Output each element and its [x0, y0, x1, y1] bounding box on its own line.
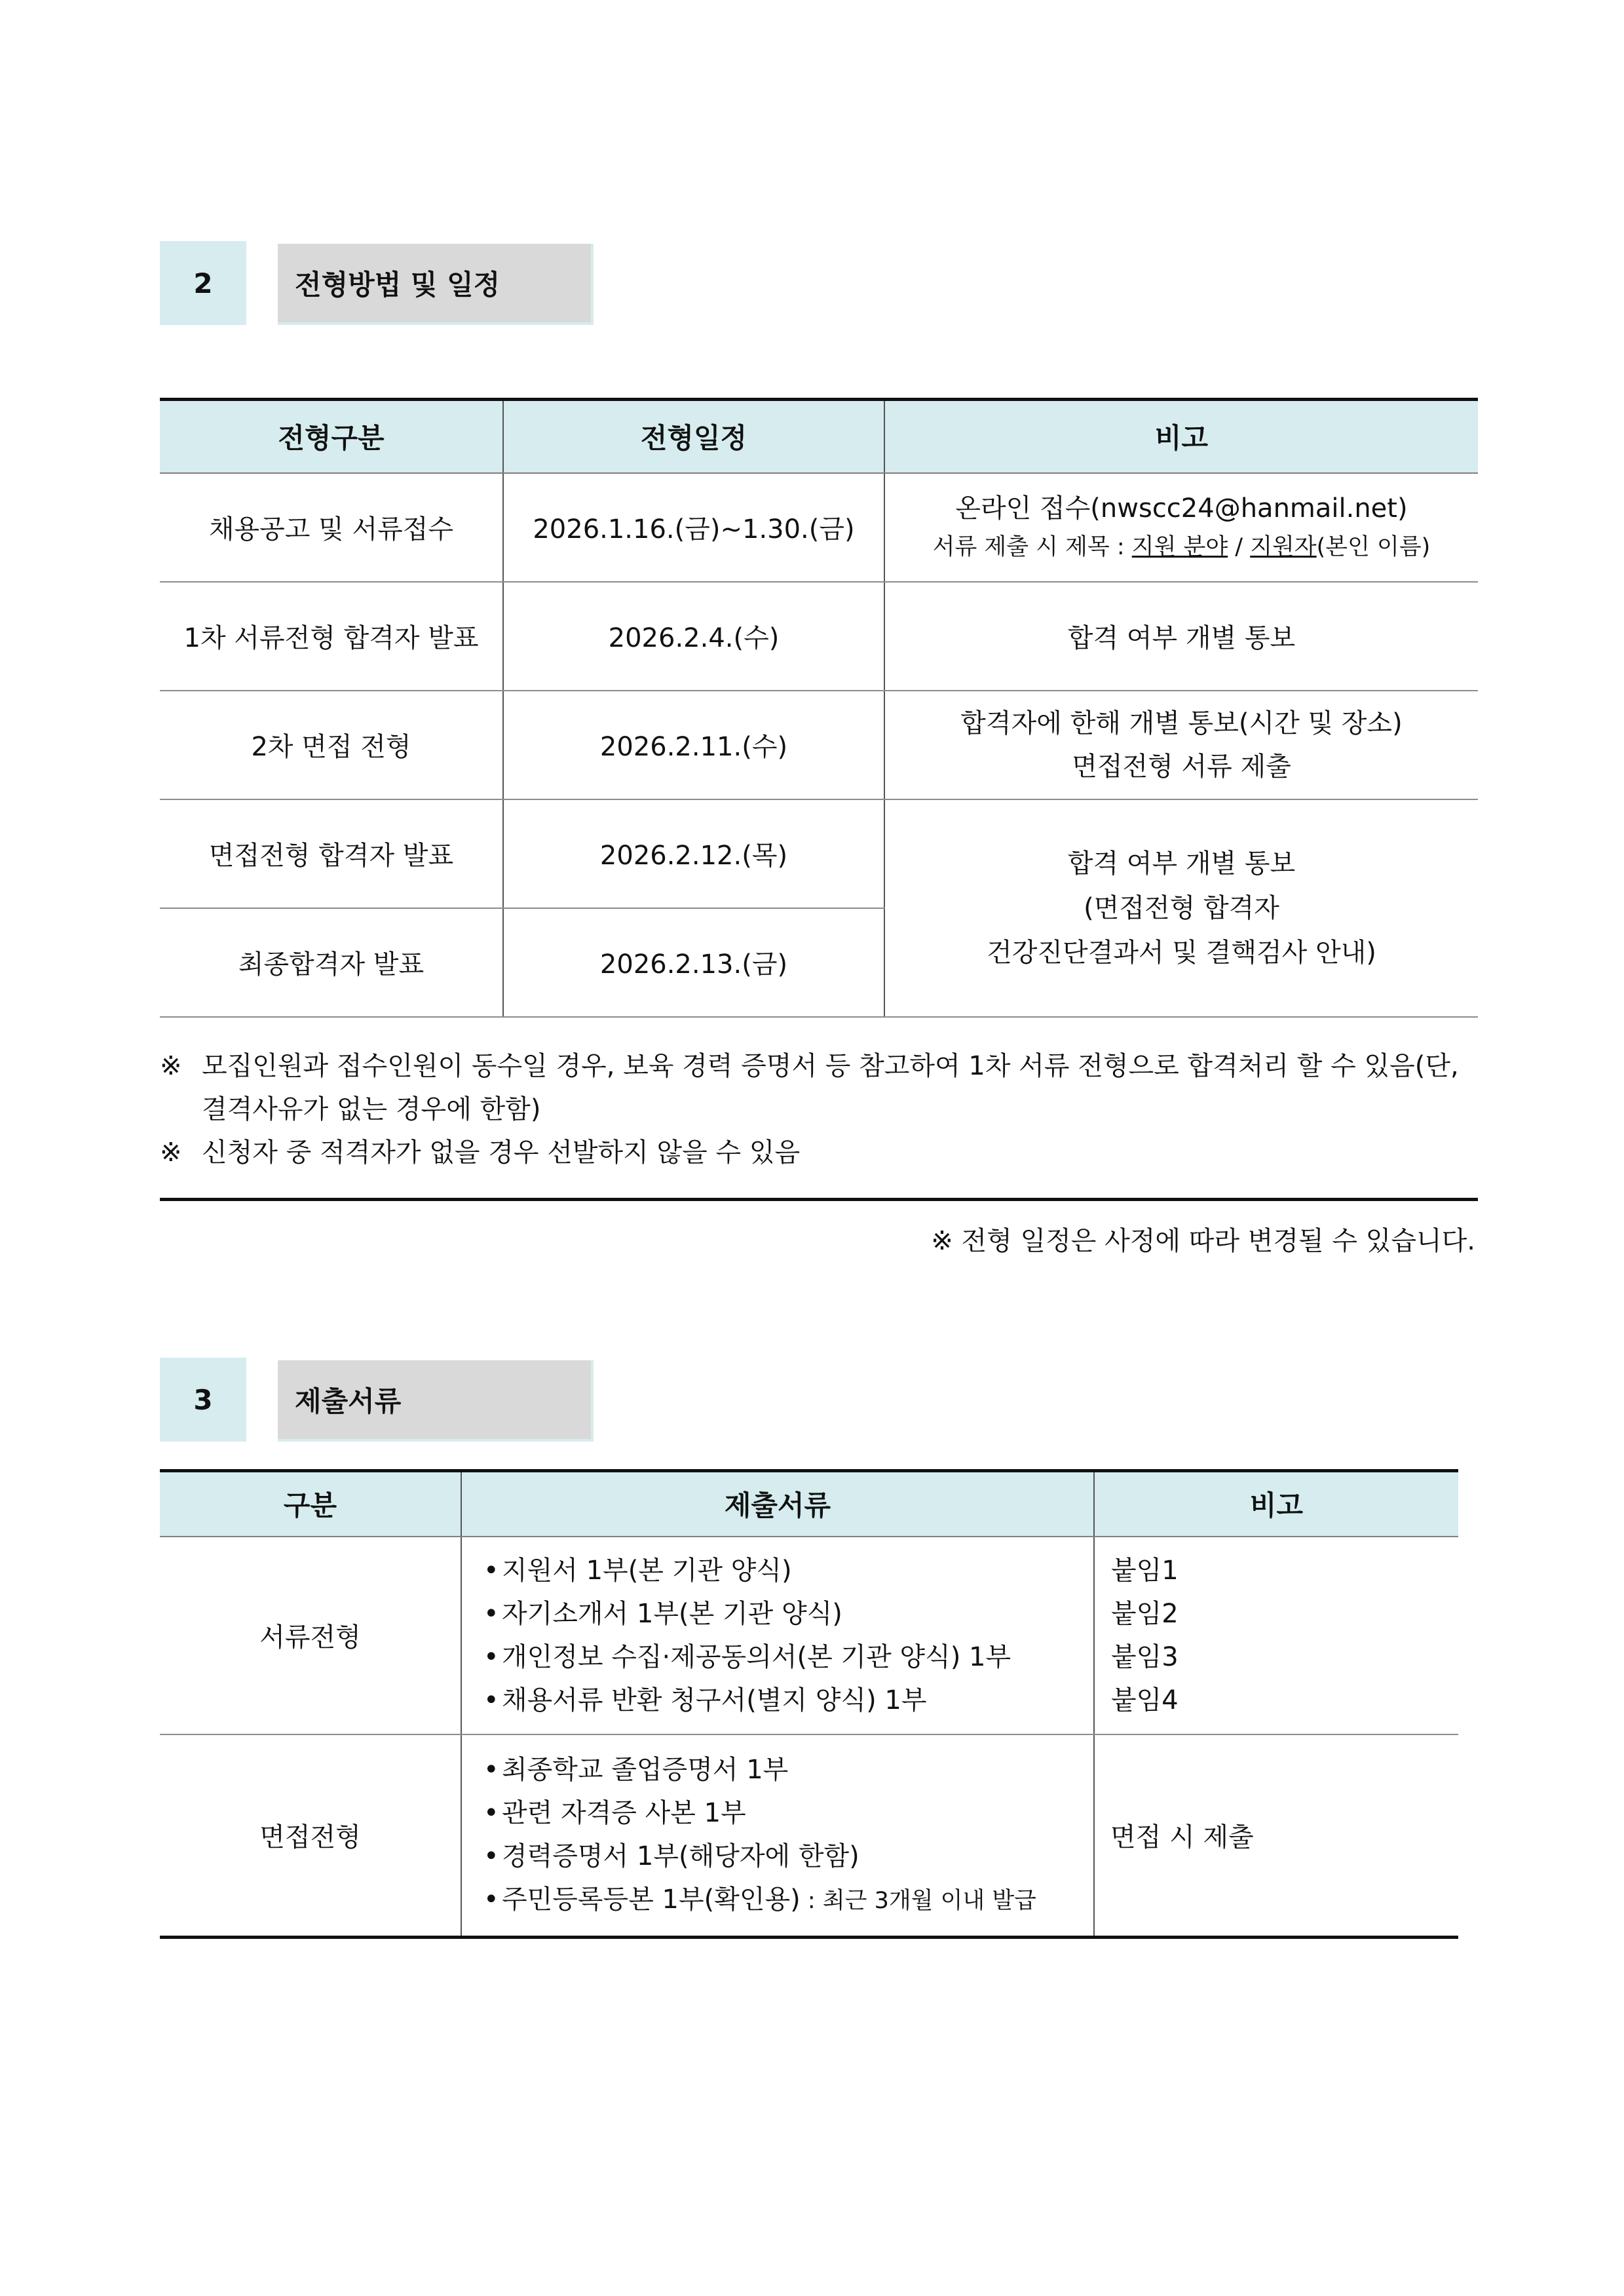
- header-category: 구분: [160, 1471, 461, 1537]
- header-remark: 비고: [1094, 1471, 1458, 1537]
- note-name: 지원자: [1250, 533, 1317, 560]
- date-cell: 2026.1.16.(금)~1.30.(금): [503, 473, 884, 582]
- table-row: [160, 1734, 1458, 1938]
- note-text: /: [1228, 533, 1251, 560]
- table-row: [160, 473, 1478, 582]
- document-text: 채용서류 반환 청구서(별지 양식) 1부: [502, 1685, 927, 1715]
- table-row: [160, 582, 1478, 691]
- list-item: [483, 1549, 1093, 1592]
- table-row: [160, 799, 1478, 908]
- header-documents: 제출서류: [461, 1471, 1094, 1537]
- stage-cell: 1차 서류전형 합격자 발표: [160, 582, 503, 691]
- remark-cell: 면접 시 제출: [1094, 1734, 1458, 1938]
- document-text: 경력증명서 1부(해당자에 한함): [502, 1841, 859, 1871]
- list-item: [483, 1835, 1093, 1878]
- attachment-label: 붙임4: [1111, 1685, 1179, 1715]
- note-line: 온라인 접수(nwscc24@hanmail.net): [955, 493, 1408, 524]
- document-text: 지원서 1부(본 기관 양식): [502, 1555, 792, 1586]
- list-item: [483, 1592, 1093, 1636]
- bullet-icon: •: [483, 1555, 499, 1586]
- table-row: [160, 1537, 1458, 1734]
- section-title: 전형방법 및 일정: [278, 244, 594, 325]
- document-text: 개인정보 수집·제공동의서(본 기관 양식) 1부: [502, 1641, 1011, 1672]
- note-line: 합격 여부 개별 통보: [1067, 848, 1296, 879]
- note-text: 신청자 중 적격자가 없을 경우 선발하지 않을 수 있음: [202, 1138, 801, 1168]
- bullet-icon: •: [483, 1754, 499, 1785]
- document-text: 관련 자격증 사본 1부: [502, 1797, 746, 1828]
- list-item: [483, 1878, 1093, 1923]
- note-line: 합격자에 한해 개별 통보(시간 및 장소): [960, 708, 1403, 738]
- reference-mark-icon: ※: [160, 1051, 182, 1081]
- note-cell: [884, 473, 1478, 582]
- stage-cell: 최종합격자 발표: [160, 908, 503, 1017]
- note-text: 모집인원과 접수인원이 동수일 경우, 보육 경력 증명서 등 참고하여 1차 서류 전형으로 합격처리 할 수 있음(단, 결격사유가 없는 경우에 한함): [202, 1051, 1459, 1124]
- attachment-label: 붙임1: [1111, 1555, 1179, 1586]
- documents-list: [463, 1748, 1093, 1923]
- section-title: 제출서류: [278, 1360, 594, 1442]
- documents-table: [160, 1469, 1458, 1939]
- note-line: (면접전형 합격자: [1084, 892, 1279, 923]
- document-text: 주민등록등본 1부(확인용): [502, 1884, 801, 1915]
- date-cell: 2026.2.12.(목): [503, 799, 884, 908]
- document-detail: : 최근 3개월 이내 발급: [800, 1887, 1036, 1914]
- list-item: [483, 1791, 1093, 1835]
- header-stage: 전형구분: [160, 400, 503, 473]
- list-item: [483, 1679, 1093, 1722]
- notes-block: [160, 1044, 1477, 1174]
- remark-cell: [1094, 1537, 1458, 1734]
- note-line: 건강진단결과서 및 결핵검사 안내): [987, 937, 1376, 968]
- category-cell: 서류전형: [160, 1537, 461, 1734]
- attachment-list: [1095, 1549, 1458, 1722]
- section-number: 2: [160, 241, 246, 325]
- note-line: [886, 528, 1477, 566]
- bullet-icon: •: [483, 1598, 499, 1629]
- bullet-icon: •: [483, 1685, 499, 1715]
- document-text: 최종학교 졸업증명서 1부: [502, 1754, 789, 1785]
- table-header-row: [160, 1471, 1458, 1537]
- note-text: (본인 이름): [1316, 533, 1431, 560]
- bullet-icon: •: [483, 1641, 499, 1672]
- document-text: 자기소개서 1부(본 기관 양식): [502, 1598, 842, 1629]
- stage-cell: 2차 면접 전형: [160, 691, 503, 799]
- header-date: 전형일정: [503, 400, 884, 473]
- note-item: [160, 1044, 1477, 1131]
- divider: [160, 1198, 1478, 1201]
- documents-list: [463, 1549, 1093, 1722]
- bullet-icon: •: [483, 1841, 499, 1871]
- bullet-icon: •: [483, 1797, 499, 1828]
- list-item: [483, 1748, 1093, 1791]
- bullet-icon: •: [483, 1884, 499, 1915]
- stage-cell: 채용공고 및 서류접수: [160, 473, 503, 582]
- merged-note-cell: [884, 799, 1478, 1017]
- schedule-table: [160, 398, 1478, 1018]
- table-row: [160, 691, 1478, 799]
- note-cell: [884, 691, 1478, 799]
- stage-cell: 면접전형 합격자 발표: [160, 799, 503, 908]
- date-cell: 2026.2.13.(금): [503, 908, 884, 1017]
- table-header-row: [160, 400, 1478, 473]
- note-field: 지원 분야: [1131, 533, 1228, 560]
- list-item: [483, 1636, 1093, 1679]
- attachment-label: 붙임3: [1111, 1641, 1179, 1672]
- reference-mark-icon: ※: [160, 1138, 182, 1168]
- documents-cell: [461, 1537, 1094, 1734]
- note-item: [160, 1131, 1477, 1174]
- category-cell: 면접전형: [160, 1734, 461, 1938]
- attachment-label: 붙임2: [1111, 1598, 1179, 1629]
- schedule-footnote: ※ 전형 일정은 사정에 따라 변경될 수 있습니다.: [931, 1226, 1475, 1256]
- documents-cell: [461, 1734, 1094, 1938]
- note-line: 면접전형 서류 제출: [1072, 751, 1291, 782]
- date-cell: 2026.2.4.(수): [503, 582, 884, 691]
- section-number: 3: [160, 1358, 246, 1442]
- note-cell: 합격 여부 개별 통보: [884, 582, 1478, 691]
- header-note: 비고: [884, 400, 1478, 473]
- note-text: 서류 제출 시 제목 :: [932, 533, 1132, 560]
- date-cell: 2026.2.11.(수): [503, 691, 884, 799]
